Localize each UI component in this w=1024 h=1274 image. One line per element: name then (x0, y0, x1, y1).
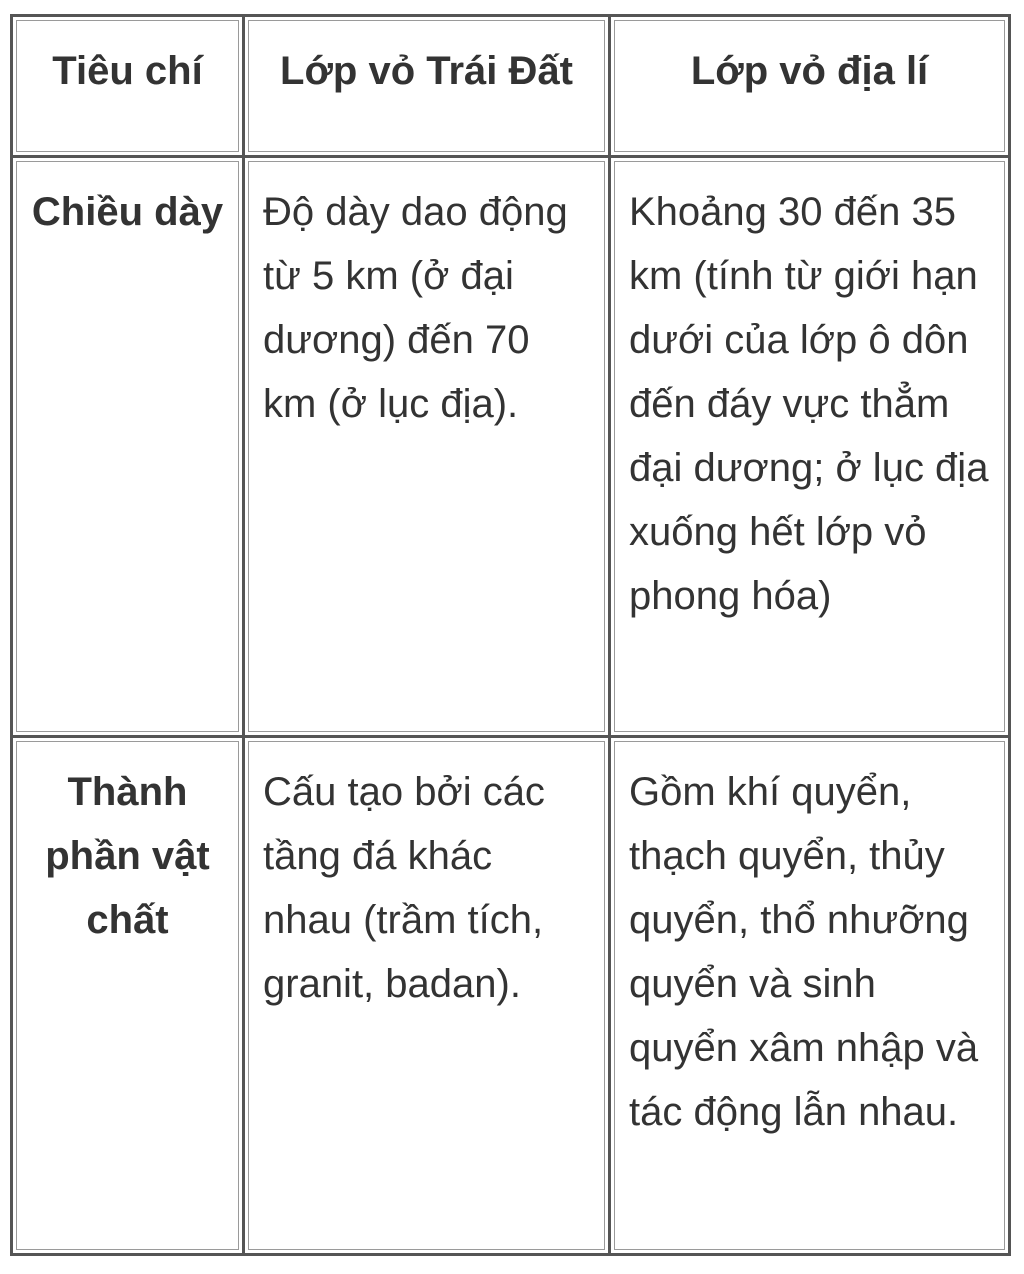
earth-crust-cell: Cấu tạo bởi các tầng đá khác nhau (trầm tích, granit, badan). (245, 738, 611, 1256)
table-row (13, 738, 1011, 1256)
row-criteria-cell: Chiều dày (13, 158, 245, 738)
header-geographic-shell: Lớp vỏ địa lí (611, 17, 1011, 158)
geographic-shell-cell: Gồm khí quyển, thạch quyển, thủy quyển, thổ nhưỡng quyển và sinh quyển xâm nhập và tác động lẫn nhau. (611, 738, 1011, 1256)
table-header-row (13, 17, 1011, 158)
comparison-table-container (10, 14, 1008, 1256)
header-criteria: Tiêu chí (13, 17, 245, 158)
table-row (13, 158, 1011, 738)
row-criteria-cell: Thành phần vật chất (13, 738, 245, 1256)
header-earth-crust: Lớp vỏ Trái Đất (245, 17, 611, 158)
comparison-table (10, 14, 1011, 1256)
geographic-shell-cell: Khoảng 30 đến 35 km (tính từ giới hạn dưới của lớp ô dôn đến đáy vực thẳm đại dương; ở lục địa xuống hết lớp vỏ phong hóa) (611, 158, 1011, 738)
earth-crust-cell: Độ dày dao động từ 5 km (ở đại dương) đến 70 km (ở lục địa). (245, 158, 611, 738)
